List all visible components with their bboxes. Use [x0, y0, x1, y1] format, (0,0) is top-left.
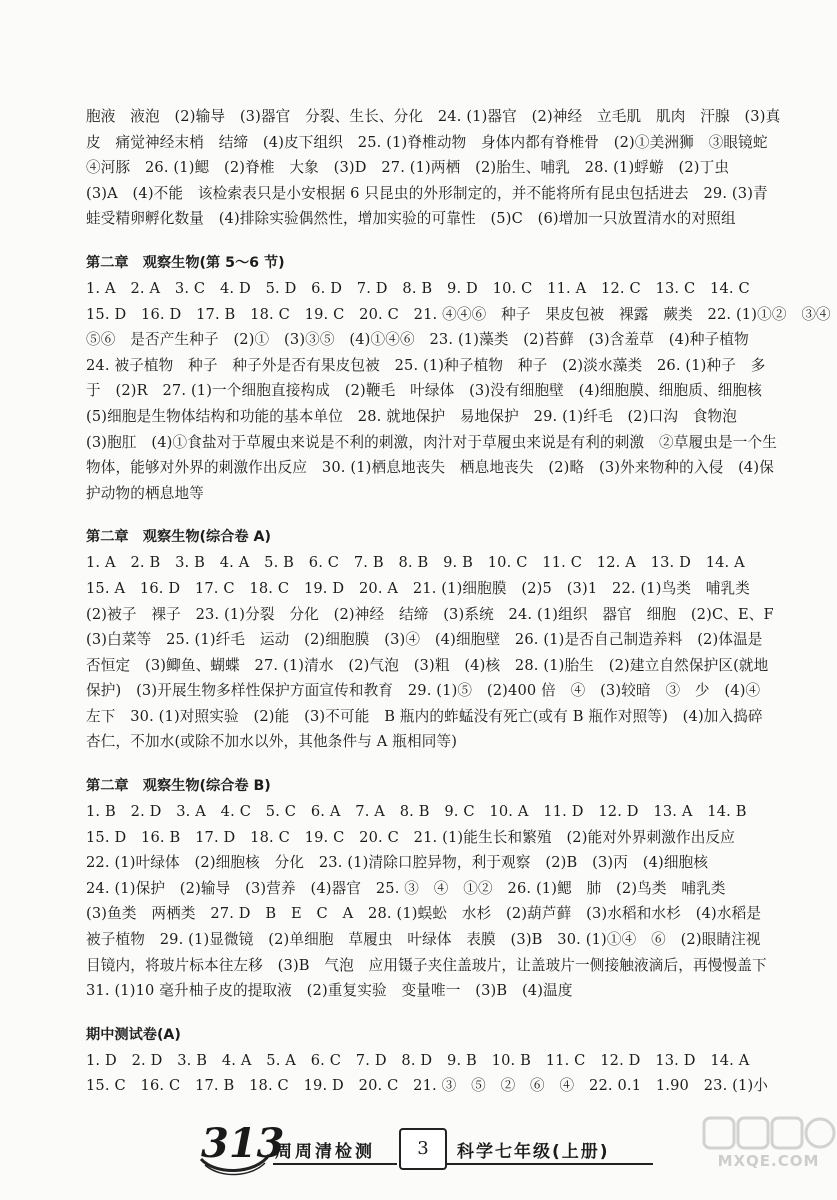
text-line: 15. A 16. D 17. C 18. C 19. D 20. A 21. (1)细胞膜 (2)5 (3)1 22. (1)鸟类 哺乳类: [86, 579, 751, 597]
watermark-url: MXQE.COM: [717, 1152, 820, 1170]
text-line: 1. D 2. D 3. B 4. A 5. A 6. C 7. D 8. D 9. B 10. B 11. C 12. D 13. D 14. A: [86, 1051, 750, 1069]
text-line: 24. (1)保护 (2)输导 (3)营养 (4)器官 25. ③ ④ ①② 26. (1)鳃 肺 (2)鸟类 哺乳类: [86, 879, 726, 897]
text-line: (3)A (4)不能 该检索表只是小安根据 6 只昆虫的外形制定的，并不能将所有昆虫包括进去 29. (3)青: [86, 184, 768, 202]
text-line: 于 (2)R 27. (1)一个细胞直接构成 (2)鞭毛 叶绿体 (3)没有细胞壁 (4)细胞膜、细胞质、细胞核: [86, 382, 762, 400]
text-line: 1. A 2. A 3. C 4. D 5. D 6. D 7. D 8. B 9. D 10. C 11. A 12. C 13. C 14. C: [86, 279, 750, 297]
text-line: 1. B 2. D 3. A 4. C 5. C 6. A 7. A 8. B 9. C 10. A 11. D 12. D 13. A 14. B: [86, 803, 747, 821]
text-line: 1. A 2. B 3. B 4. A 5. B 6. C 7. B 8. B 9. B 10. C 11. C 12. A 13. D 14. A: [86, 554, 745, 572]
footer-rule-right: [445, 1163, 653, 1165]
section-title: 期中测试卷(A): [86, 1026, 181, 1043]
text-line: 皮 痛觉神经末梢 结缔 (4)皮下组织 25. (1)脊椎动物 身体内都有脊椎骨 (2)①美洲狮 ③眼镜蛇: [86, 133, 768, 151]
section-title: 第二章 观察生物(第 5～6 节): [86, 254, 285, 271]
text-line: 否恒定 (3)鲫鱼、蝴蝶 27. (1)清水 (2)气泡 (3)粗 (4)核 28. (1)胎生 (2)建立自然保护区(就地: [86, 656, 769, 674]
footer-rule-left: [273, 1163, 397, 1165]
text-line: ④河豚 26. (1)鳃 (2)脊椎 大象 (3)D 27. (1)两栖 (2)胎生、哺乳 28. (1)蜉蝣 (2)丁虫: [86, 159, 730, 177]
text-line: (5)细胞是生物体结构和功能的基本单位 28. 就地保护 易地保护 29. (1)纤毛 (2)口沟 食物泡: [86, 407, 738, 425]
section-chapter2-5-6: [86, 250, 831, 506]
text-line: 22. (1)叶绿体 (2)细胞核 分化 23. (1)清除口腔异物，利于观察 (2)B (3)丙 (4)细胞核: [86, 854, 709, 872]
text-line: 被子植物 29. (1)显微镜 (2)单细胞 草履虫 叶绿体 表膜 (3)B 30. (1)①④ ⑥ (2)眼睛注视: [86, 931, 761, 949]
logo-text: 313: [201, 1120, 285, 1167]
text-line: (3)胞肛 (4)①食盐对于草履虫来说是不利的刺激，肉汁对于草履虫来说是有利的刺激 ②草履虫是一个生: [86, 433, 777, 451]
text-line: 31. (1)10 毫升柚子皮的提取液 (2)重复实验 变量唯一 (3)B (4)温度: [86, 982, 573, 1000]
section-chapter2-test-a: [86, 524, 786, 755]
text-line: 物体，能够对外界的刺激作出反应 30. (1)栖息地丧失 栖息地丧失 (2)略 (3)外来物种的入侵 (4)保: [86, 459, 774, 477]
text-line: 15. C 16. C 17. B 18. C 19. D 20. C 21. ③ ⑤ ② ⑥ ④ 22. 0.1 1.90 23. (1)小: [86, 1077, 769, 1095]
page-footer: [195, 1112, 820, 1182]
text-line: 蛙受精卵孵化数量 (4)排除实验偶然性，增加实验的可靠性 (5)C (6)增加一只放置清水的对照组: [86, 210, 736, 228]
text-line: 胞液 液泡 (2)输导 (3)器官 分裂、生长、分化 24. (1)器官 (2)神经 立毛肌 肌肉 汗腺 (3)真: [86, 108, 781, 125]
subject-grade: 科学七年级(上册): [457, 1142, 610, 1162]
text-line: 杏仁，不加水(或除不加水以外，其他条件与 A 瓶相同等): [86, 733, 458, 751]
text-line: 目镜内，将玻片标本往左移 (3)B 气泡 应用镊子夹住盖玻片，让盖玻片一侧接触液滴后，再慢慢盖下: [86, 956, 767, 974]
text-line: 保护) (3)开展生物多样性保护方面宣传和教育 29. (1)⑤ (2)400 倍 ④ (3)较暗 ③ 少 (4)④: [86, 682, 761, 700]
watermark-logo-icon: [700, 1114, 837, 1154]
text-line: 15. D 16. B 17. D 18. C 19. C 20. C 21. (1)能生长和繁殖 (2)能对外界刺激作出反应: [86, 828, 736, 846]
section-title: 第二章 观察生物(综合卷 B): [86, 778, 271, 795]
section-chapter2-test-b: [86, 773, 786, 1004]
section-midterm-a: [86, 1022, 786, 1099]
text-line: ⑤⑥ 是否产生种子 (2)① (3)③⑤ (4)①④⑥ 23. (1)藻类 (2)苔藓 (3)含羞草 (4)种子植物: [86, 331, 749, 349]
series-name: 周周清检测: [275, 1142, 375, 1162]
text-line: 左下 30. (1)对照实验 (2)能 (3)不可能 B 瓶内的蚱蜢没有死亡(或有 B 瓶作对照等) (4)加入捣碎: [86, 707, 763, 725]
answer-page: [86, 104, 831, 1099]
section-title: 第二章 观察生物(综合卷 A): [86, 529, 271, 546]
intro-block: [86, 104, 786, 232]
text-line: 护动物的栖息地等: [86, 484, 204, 502]
text-line: (2)被子 裸子 23. (1)分裂 分化 (2)神经 结缔 (3)系统 24. (1)组织 器官 细胞 (2)C、E、F: [86, 605, 774, 623]
page-number: 3: [399, 1128, 447, 1170]
text-line: 15. D 16. D 17. B 18. C 19. C 20. C 21. ④④⑥ 种子 果皮包被 裸露 蕨类 22. (1)①② ③④: [86, 305, 831, 323]
brand-logo-icon: [195, 1115, 285, 1179]
text-line: (3)鱼类 两栖类 27. D B E C A 28. (1)蜈蚣 水杉 (2)葫芦藓 (3)水稻和水杉 (4)水稻是: [86, 905, 762, 923]
text-line: 24. 被子植物 种子 种子外是否有果皮包被 25. (1)种子植物 种子 (2)淡水藻类 26. (1)种子 多: [86, 356, 766, 374]
site-watermark: [700, 1114, 837, 1176]
text-line: (3)白菜等 25. (1)纤毛 运动 (2)细胞膜 (3)④ (4)细胞壁 26. (1)是否自己制造养料 (2)体温是: [86, 631, 763, 649]
